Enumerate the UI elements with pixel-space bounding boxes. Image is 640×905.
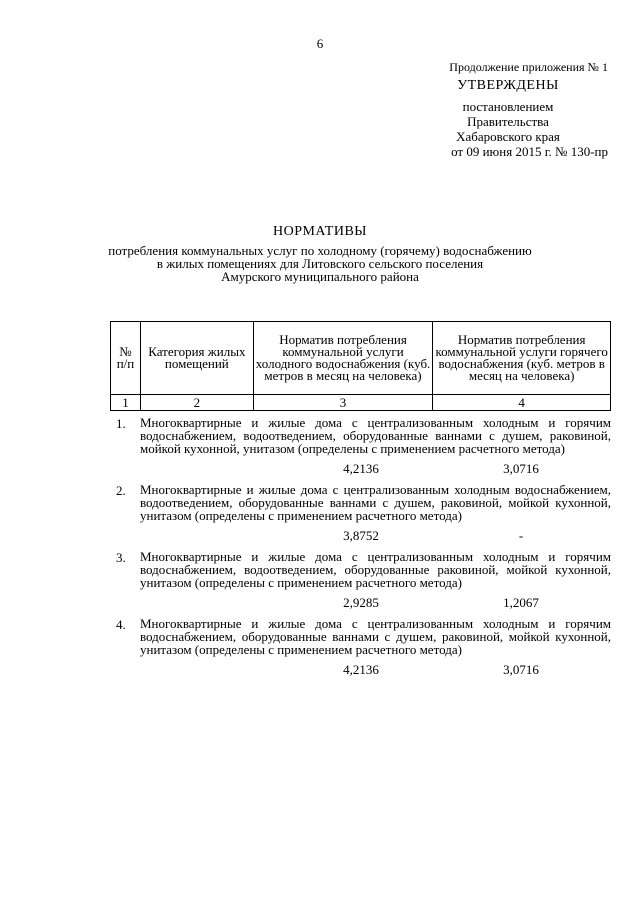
column-number-2: 2 xyxy=(140,395,253,411)
column-number-3: 3 xyxy=(253,395,433,411)
approval-block xyxy=(408,60,608,159)
document-title: НОРМАТИВЫ xyxy=(272,224,368,239)
cold-water-value: 3,8752 xyxy=(343,528,379,543)
column-number-4: 4 xyxy=(433,395,611,411)
list-item xyxy=(110,483,611,544)
subtitle-line-3: Амурского муниципального района xyxy=(221,269,419,284)
approval-line-3: Хабаровского края xyxy=(456,129,560,144)
norms-table-header xyxy=(110,321,611,411)
cold-water-value: 4,2136 xyxy=(343,461,379,476)
norms-rows xyxy=(110,416,611,684)
header-hot-water: Норматив потребления коммунальной услуги горячего водоснабжения (куб. метров в месяц на человека) xyxy=(433,322,611,395)
row-number: 2. xyxy=(116,483,126,498)
list-item xyxy=(110,416,611,477)
approval-line-2: Правительства xyxy=(467,114,549,129)
header-category: Категория жилых помещений xyxy=(140,322,253,395)
hot-water-value: 3,0716 xyxy=(503,662,539,677)
row-category: Многоквартирные и жилые дома с централизованным холодным и горячим водоснабжением, оборудованные ваннами с душем, раковиной, мойкой кухонной, унитазом (определены с применением расчетного метода) xyxy=(140,616,611,657)
subtitle-line-1: потребления коммунальных услуг по холодному (горячему) водоснабжению xyxy=(108,243,532,258)
approval-date: от 09 июня 2015 г. № 130-пр xyxy=(451,144,608,159)
document-subtitle xyxy=(100,244,540,283)
row-number: 1. xyxy=(116,416,126,431)
subtitle-line-2: в жилых помещениях для Литовского сельского поселения xyxy=(156,256,484,271)
hot-water-value: 3,0716 xyxy=(503,461,539,476)
hot-water-value: - xyxy=(518,528,524,543)
approved-heading: УТВЕРЖДЕНЫ xyxy=(457,78,559,93)
row-number: 4. xyxy=(116,617,126,632)
cold-water-value: 4,2136 xyxy=(343,662,379,677)
row-number: 3. xyxy=(116,550,126,565)
row-category: Многоквартирные и жилые дома с централизованным холодным и горячим водоснабжением, водоотведением, оборудованные ваннами с душем, раковиной, мойкой кухонной, унитазом (определены с применением расчетного метода) xyxy=(140,415,611,456)
column-number-1: 1 xyxy=(111,395,141,411)
approval-line-1: постановлением xyxy=(462,99,554,114)
row-category: Многоквартирные и жилые дома с централизованным холодным и горячим водоснабжением, водоотведением, оборудованные раковиной, мойкой кухонной, унитазом (определены с применением расчетного метода) xyxy=(140,549,611,590)
cold-water-value: 2,9285 xyxy=(343,595,379,610)
page-number: 6 xyxy=(316,36,324,51)
row-category: Многоквартирные и жилые дома с централизованным холодным водоснабжением, водоотведением, оборудованные ваннами с душем, раковиной, мойкой кухонной, унитазом (определены с применением расчетного метода) xyxy=(140,482,611,523)
continuation-note: Продолжение приложения № 1 xyxy=(449,60,608,74)
header-cold-water: Норматив потребления коммунальной услуги холодного водоснабжения (куб. метров в месяц на человека) xyxy=(253,322,433,395)
list-item xyxy=(110,617,611,678)
header-number: № п/п xyxy=(111,322,141,395)
list-item xyxy=(110,550,611,611)
hot-water-value: 1,2067 xyxy=(503,595,539,610)
